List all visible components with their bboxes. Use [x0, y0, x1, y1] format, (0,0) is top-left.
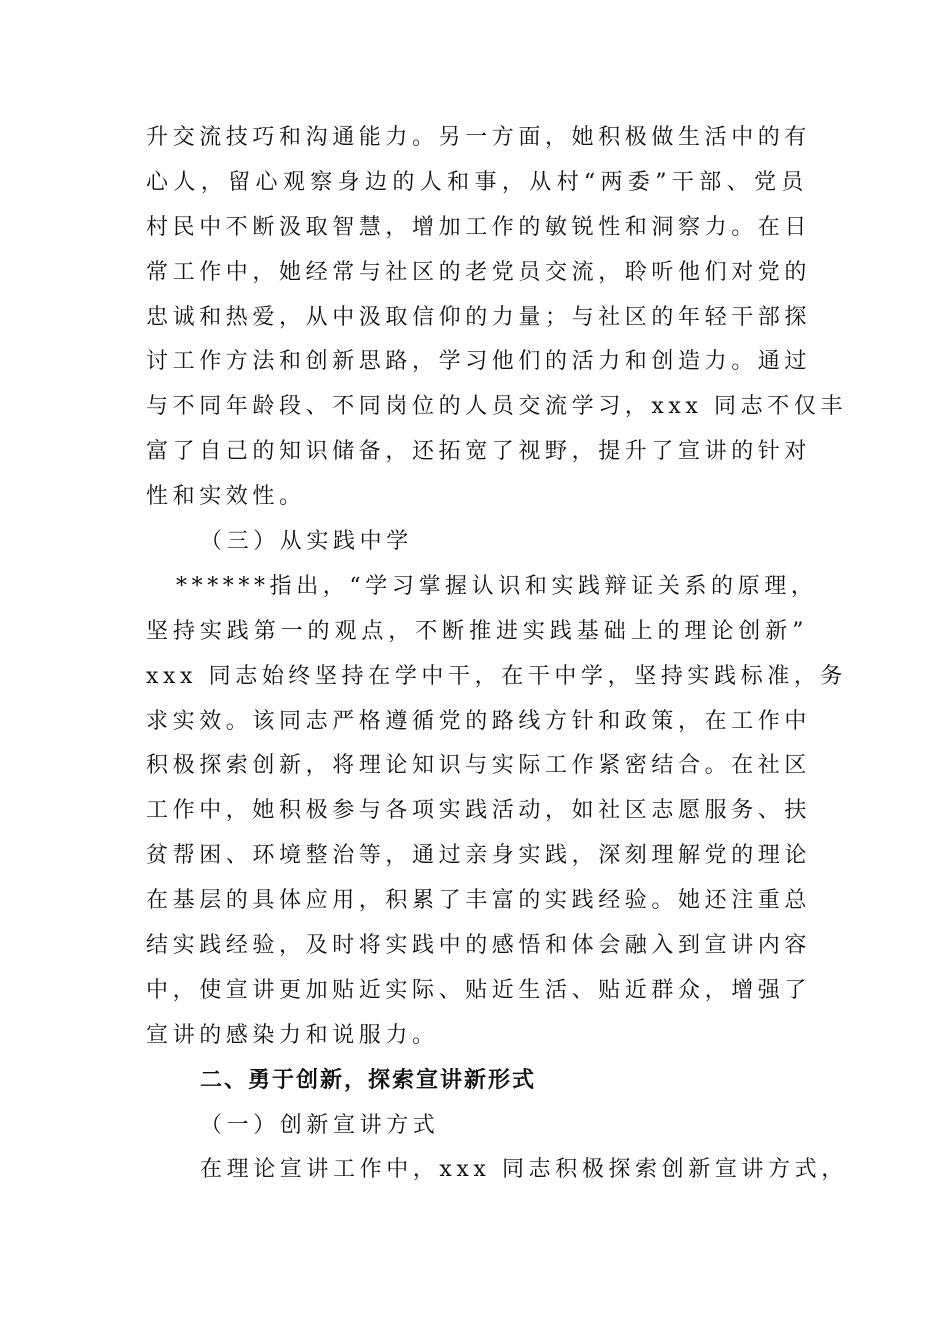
paragraph-line: 中，使宣讲更加贴近实际、贴近生活、贴近群众，增强了 — [146, 977, 812, 1003]
paragraph-line: 宣讲的感染力和说服力。 — [146, 1022, 439, 1048]
paragraph-line: 在基层的具体应用，积累了丰富的实践经验。她还注重总 — [146, 888, 812, 914]
paragraph-line: 富了自己的知识储备，还拓宽了视野，提升了宣讲的针对 — [146, 439, 812, 465]
paragraph-line: 忠诚和热爱，从中汲取信仰的力量；与社区的年轻干部探 — [146, 304, 812, 330]
paragraph-line: 坚持实践第一的观点，不断推进实践基础上的理论创新” — [146, 618, 808, 644]
paragraph-line: 心人，留心观察身边的人和事，从村“两委”干部、党员 — [146, 169, 808, 195]
paragraph-line: 与不同年龄段、不同岗位的人员交流学习，xxx 同志不仅丰 — [146, 394, 848, 420]
paragraph-line: 结实践经验，及时将实践中的感悟和体会融入到宣讲内容 — [146, 933, 812, 959]
subsection-heading: （三）从实践中学 — [200, 529, 413, 555]
document-page — [146, 116, 848, 1193]
paragraph-line: 讨工作方法和创新思路，学习他们的活力和创造力。通过 — [146, 349, 812, 375]
paragraph-line: xxx 同志始终坚持在学中干，在干中学，坚持实践标准，务 — [146, 663, 848, 689]
paragraph-line: 贫帮困、环境整治等，通过亲身实践，深刻理解党的理论 — [146, 843, 812, 869]
paragraph-line: 常工作中，她经常与社区的老党员交流，聆听他们对党的 — [146, 259, 812, 285]
paragraph-line: ******指出，“学习掌握认识和实践辩证关系的原理， — [176, 573, 818, 599]
paragraph-line: 在理论宣讲工作中，xxx 同志积极探索创新宣讲方式， — [200, 1157, 848, 1183]
paragraph-line: 性和实效性。 — [146, 484, 306, 510]
section-heading: 二、勇于创新，探索宣讲新形式 — [200, 1067, 537, 1093]
subsection-heading: （一）创新宣讲方式 — [200, 1112, 440, 1138]
paragraph-line: 求实效。该同志严格遵循党的路线方针和政策，在工作中 — [146, 708, 812, 734]
paragraph-line: 积极探索创新，将理论知识与实际工作紧密结合。在社区 — [146, 753, 812, 779]
paragraph-line: 升交流技巧和沟通能力。另一方面，她积极做生活中的有 — [146, 125, 812, 150]
paragraph-line: 村民中不断汲取智慧，增加工作的敏锐性和洞察力。在日 — [146, 214, 812, 240]
paragraph-line: 工作中，她积极参与各项实践活动，如社区志愿服务、扶 — [146, 798, 812, 824]
